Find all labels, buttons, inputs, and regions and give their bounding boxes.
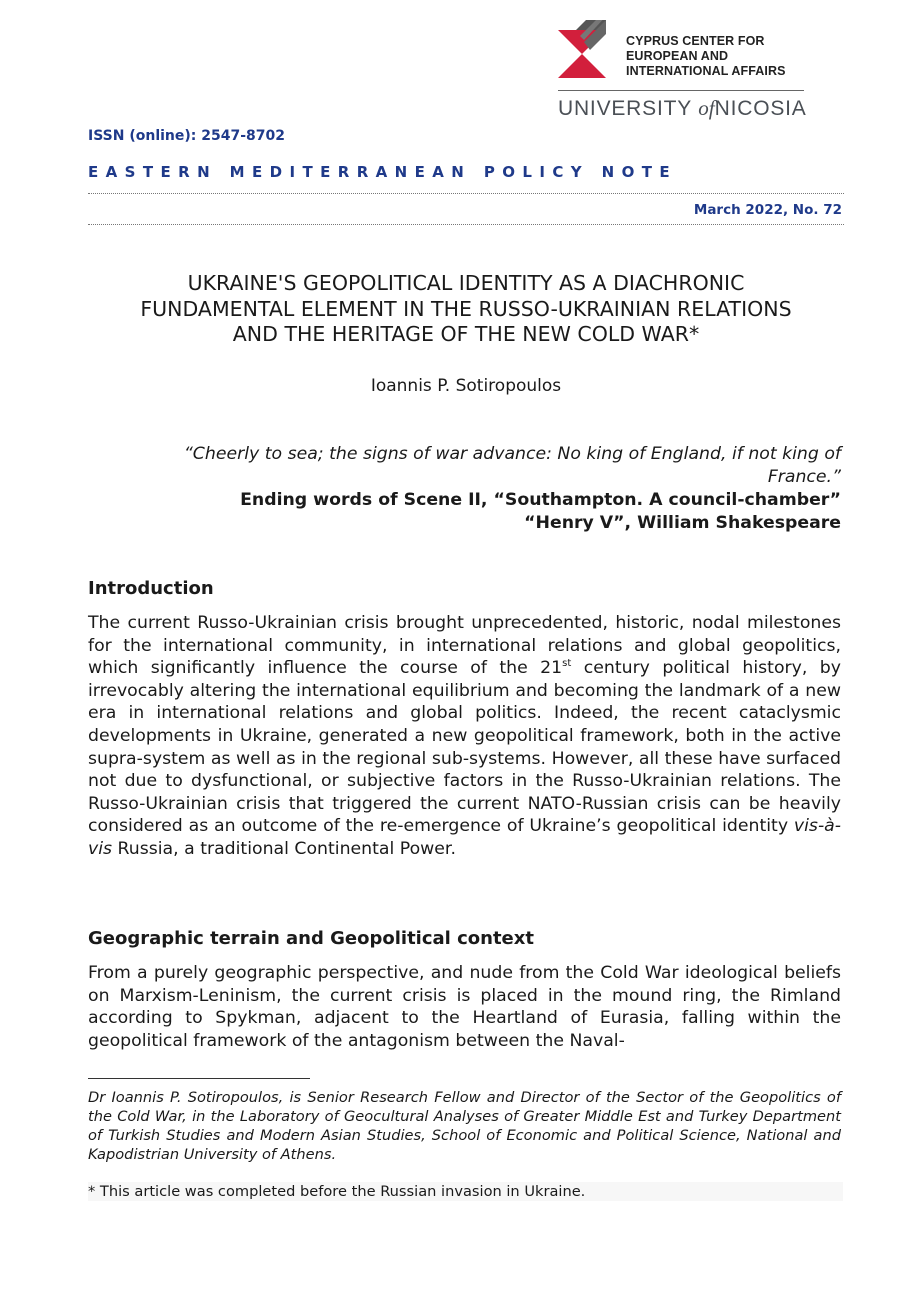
epigraph-quote-line-2: France.” <box>767 467 841 487</box>
series-title: EASTERN MEDITERRANEAN POLICY NOTE <box>88 163 678 181</box>
intro-superscript: st <box>562 658 572 670</box>
dotted-divider-top <box>88 193 844 194</box>
epigraph-source <box>88 489 841 535</box>
epigraph-quote-line-1: “Cheerly to sea; the signs of war advance: No king of England, if not king of <box>183 444 841 464</box>
institution-logo <box>558 20 818 120</box>
university-suffix: NICOSIA <box>714 97 807 120</box>
geographic-heading: Geographic terrain and Geopolitical context <box>88 928 534 949</box>
title-line-3: AND THE HERITAGE OF THE NEW COLD WAR* <box>232 322 700 346</box>
university-name <box>558 96 807 121</box>
center-name-line-1: CYPRUS CENTER FOR <box>626 34 765 48</box>
issn: ISSN (online): 2547-8702 <box>88 128 285 144</box>
intro-text-c: Russia, a traditional Continental Power. <box>112 838 456 859</box>
title-line-1: UKRAINE'S GEOPOLITICAL IDENTITY AS A DIACHRONIC <box>187 271 745 295</box>
epigraph-quote <box>88 443 841 489</box>
center-name-line-3: INTERNATIONAL AFFAIRS <box>626 64 786 78</box>
intro-text-a: The current Russo-Ukrainian crisis brought unprecedented, historic, nodal milestones for the international community, in international relations and global geopolitics, which significantly influence the course of the 21 <box>88 613 841 679</box>
title-line-2: FUNDAMENTAL ELEMENT IN THE RUSSO-UKRAINIAN RELATIONS <box>140 296 792 321</box>
asterisk-footnote: * This article was completed before the Russian invasion in Ukraine. <box>88 1182 843 1201</box>
issue-date: March 2022, No. 72 <box>693 202 842 218</box>
intro-italic: vis-à-vis <box>88 816 841 859</box>
article-title <box>88 271 844 348</box>
epigraph-source-line-2: “Henry V”, William Shakespeare <box>524 513 841 533</box>
intro-text-b: century political history, by irrevocably altering the international equilibrium and becoming the landmark of a new era in international relations and global politics. Indeed, the recent cataclysmic developments in Ukraine, generated a new geopolitical framework, both in the active supra-system as well as in the regional sub-systems. However, all these have surfaced not due to dysfunctional, or subjective factors in the Russo-Ukrainian relations. The Russo-Ukrainian crisis that triggered the current NATO-Russian crisis can be heavily considered as an outcome of the re-emergence of Ukraine’s geopolitical identity <box>88 658 841 837</box>
center-name-line-2: EUROPEAN AND <box>626 49 729 63</box>
author-footnote: Dr Ioannis P. Sotiropoulos, is Senior Research Fellow and Director of the Sector of the Geopolitics of the Cold War, in the Laboratory of Geocultural Analyses of Greater Middle Est and Turkey Department of Turkish Studies and Modern Asian Studies, School of Economic and Political Science, National and Kapodistrian University of Athens. <box>88 1089 841 1163</box>
epigraph-source-line-1: Ending words of Scene II, “Southampton. A council-chamber” <box>240 490 841 510</box>
center-name <box>626 34 786 79</box>
author-name: Ioannis P. Sotiropoulos <box>370 376 562 396</box>
geographic-paragraph: From a purely geographic perspective, and nude from the Cold War ideological beliefs on Marxism-Leninism, the current crisis is placed in the mound ring, the Rimland according to Spykman, adjacent to the Heartland of Eurasia, falling within the geopolitical framework of the antagonism between the Naval- <box>88 963 841 1051</box>
university-prefix: UNIVERSITY <box>558 97 692 120</box>
introduction-heading: Introduction <box>88 578 214 599</box>
logo-divider <box>558 90 804 91</box>
cceia-logo-icon <box>558 20 606 78</box>
dotted-divider-bottom <box>88 224 844 225</box>
introduction-paragraph <box>88 612 841 861</box>
footnote-rule <box>88 1078 310 1079</box>
university-of: of <box>698 96 715 120</box>
